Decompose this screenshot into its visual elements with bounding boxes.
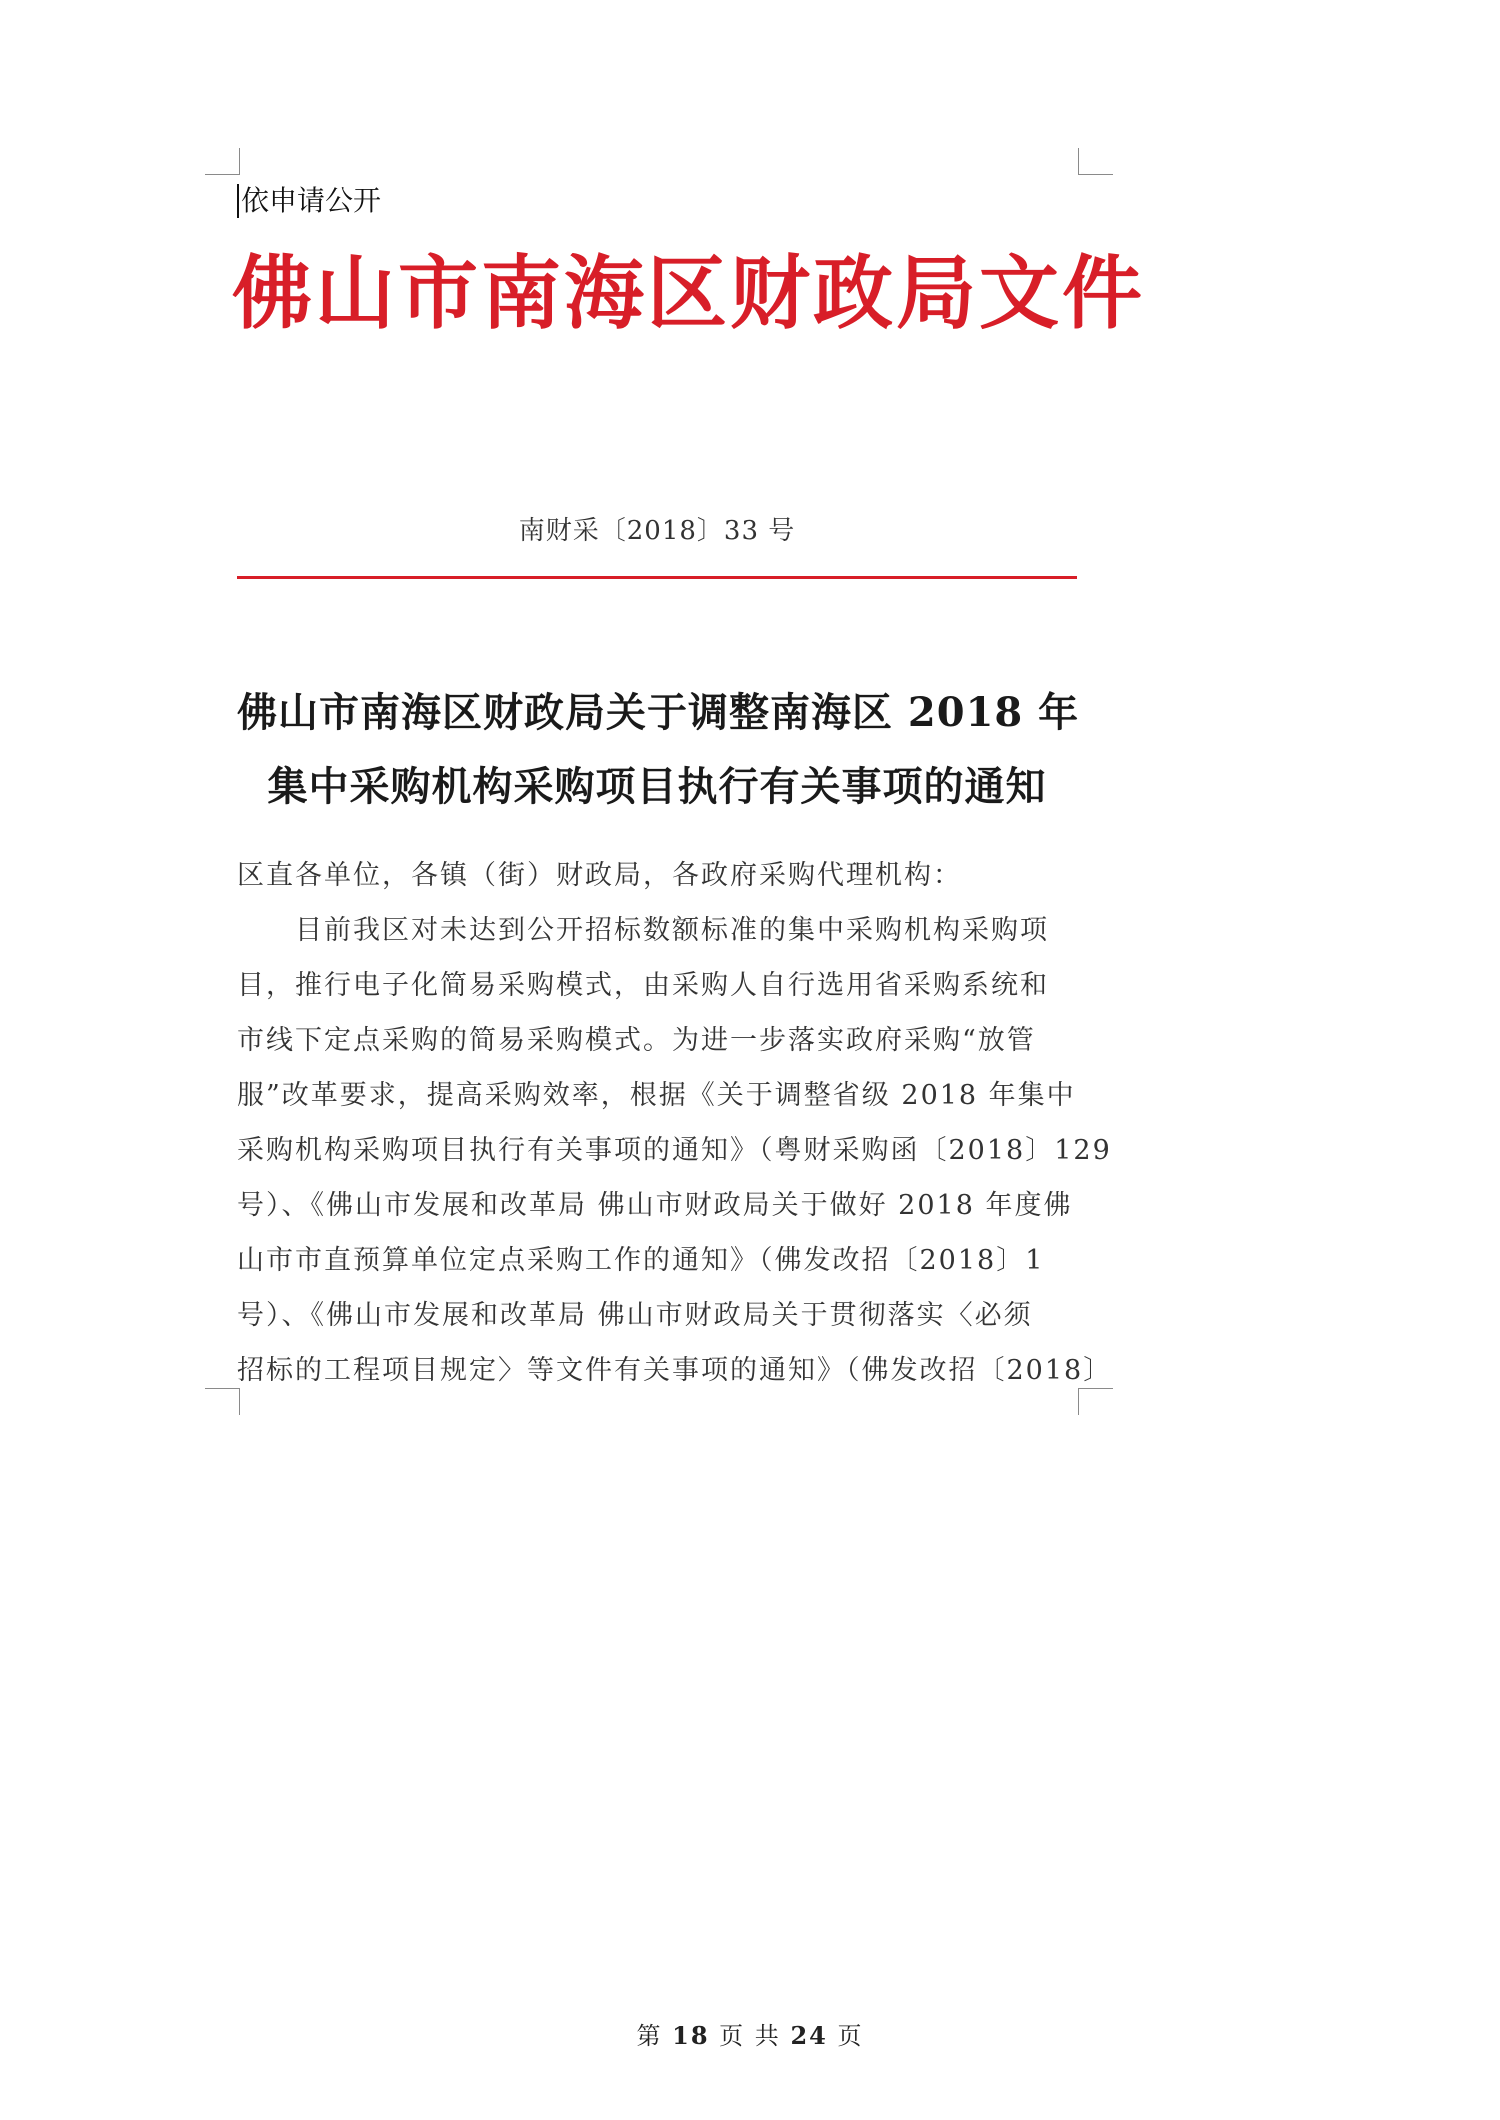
crop-mark-bottom-left	[205, 1388, 240, 1415]
page-footer	[0, 2016, 1500, 2051]
document-masthead: 佛山市南海区财政局文件	[232, 247, 1145, 340]
body-line: 招标的工程项目规定〉等文件有关事项的通知》（佛发改招〔2018〕	[237, 1355, 1113, 1386]
document-body	[237, 848, 1113, 1398]
disclosure-label: 依申请公开	[237, 184, 381, 218]
body-line: 号）、《佛山市发展和改革局 佛山市财政局关于贯彻落实〈必须	[237, 1300, 1033, 1331]
crop-mark-bottom-right	[1078, 1388, 1113, 1415]
crop-mark-top-left	[205, 148, 240, 175]
footer-suffix: 页	[837, 2022, 864, 2050]
document-title	[237, 676, 1080, 824]
current-page-number: 18	[672, 2021, 710, 2050]
body-line: 采购机构采购项目执行有关事项的通知》（粤财采购函〔2018〕129	[237, 1135, 1112, 1166]
body-line: 服”改革要求，提高采购效率，根据《关于调整省级 2018 年集中	[237, 1080, 1076, 1111]
footer-prefix: 第	[636, 2022, 663, 2050]
body-line: 号）、《佛山市发展和改革局 佛山市财政局关于做好 2018 年度佛	[237, 1190, 1073, 1221]
red-divider	[237, 576, 1077, 579]
footer-middle: 页 共	[719, 2022, 781, 2050]
title-line-2: 集中采购机构采购项目执行有关事项的通知	[267, 763, 1047, 810]
title-line-1: 佛山市南海区财政局关于调整南海区 2018 年	[237, 689, 1080, 736]
document-number: 南财采〔2018〕33 号	[518, 516, 796, 546]
total-page-count: 24	[790, 2021, 828, 2050]
salutation: 区直各单位，各镇（街）财政局，各政府采购代理机构：	[237, 860, 962, 891]
body-line: 山市市直预算单位定点采购工作的通知》（佛发改招〔2018〕1	[237, 1245, 1045, 1276]
body-line: 市线下定点采购的简易采购模式。为进一步落实政府采购“放管	[237, 1025, 1036, 1056]
crop-mark-top-right	[1078, 148, 1113, 175]
body-line: 目，推行电子化简易采购模式，由采购人自行选用省采购系统和	[237, 970, 1049, 1001]
body-line: 目前我区对未达到公开招标数额标准的集中采购机构采购项	[295, 915, 1049, 946]
